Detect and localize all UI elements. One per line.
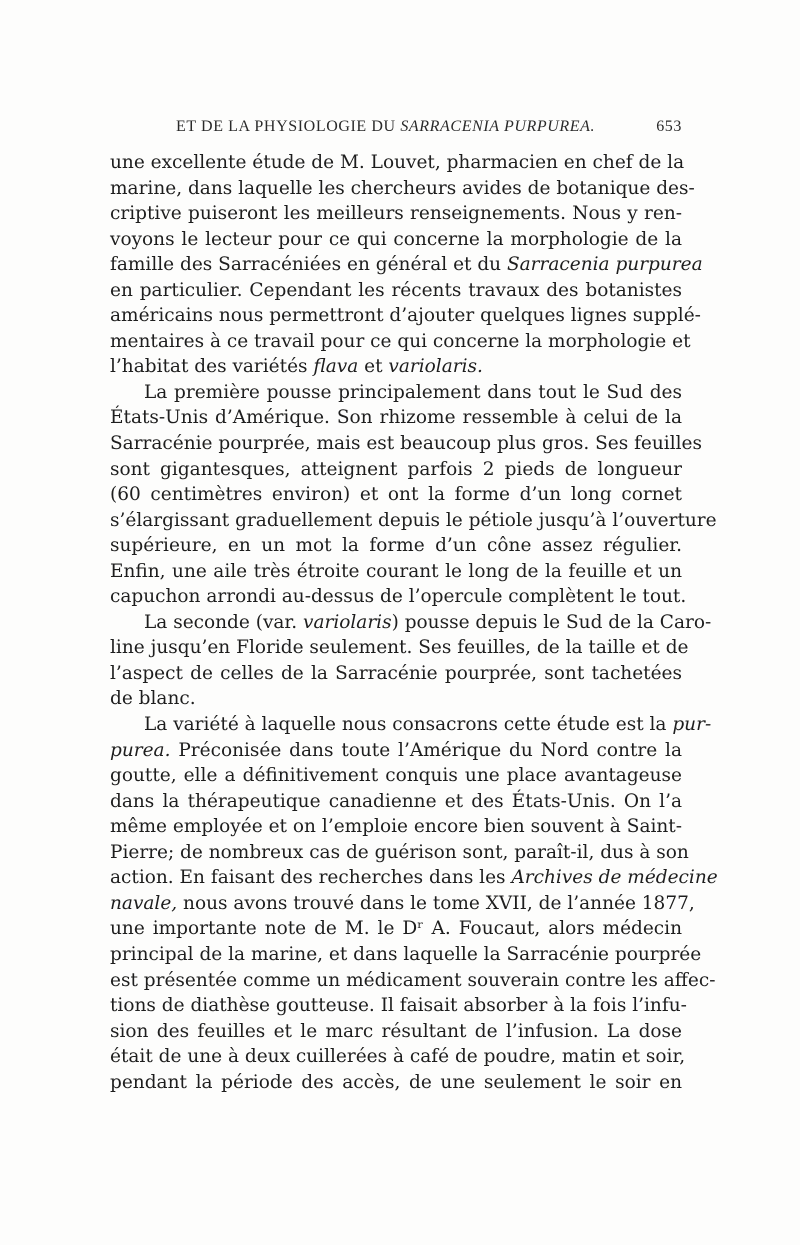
text-line [110,712,712,738]
italic-text: flava [313,356,359,378]
text-segment: même employée et on l’emploie encore bien souvent à Saint- [110,816,682,838]
text-line [110,303,701,329]
italic-text: purea. [110,739,171,761]
text-line [110,738,682,764]
text-line [110,891,695,917]
text-line [110,431,702,457]
text-segment: famille des Sarracéniées en général et du [110,254,507,276]
text-segment: en particulier. Cependant les récents travaux des botanistes [110,279,682,301]
text-line [110,635,689,661]
text-line [110,405,682,431]
text-line [110,508,717,534]
text-segment: mentaires à ce travail pour ce qui concerne la morphologie et [110,330,691,352]
text-line [110,686,682,712]
text-line [110,789,682,815]
text-line [110,252,703,278]
text-segment: Enfin, une aile très étroite courant le long de la feuille et un [110,560,682,582]
text-segment: goutte, elle a définitivement conquis une place avantageuse [110,765,682,787]
italic-text: Sarracenia purpurea [506,254,703,276]
text-line [110,533,682,559]
text-line [110,840,689,866]
running-title-roman: ET DE LA PHYSIOLOGIE DU [176,118,401,135]
text-line [110,1044,686,1070]
italic-text: variolaris. [388,356,483,378]
text-line [110,993,687,1019]
text-line [110,482,682,508]
text-segment: Préconisée dans toute l’Amérique du Nord contre la [170,739,682,761]
text-segment: La seconde (var. [144,611,303,633]
text-segment: sion des feuilles et le marc résultant de l’infusion. La dose [110,1020,682,1042]
text-line [110,661,682,687]
italic-text: pur- [672,714,712,736]
text-line [110,1019,682,1045]
text-line [110,559,682,585]
text-line [110,610,712,636]
text-segment: l’aspect de celles de la Sarracénie pourprée, sont tachetées [110,662,682,684]
text-segment: s’élargissant graduellement depuis le pétiole jusqu’à l’ouverture [110,509,717,531]
italic-text: navale, [110,892,178,914]
text-line [110,457,682,483]
text-segment: nous avons trouvé dans le tome XVII, de l’année 1877, [177,892,695,914]
text-segment: ) pousse depuis le Sud de la Caro- [391,611,712,633]
body-text [110,150,718,1095]
text-line [110,1070,682,1096]
text-segment: capuchon arrondi au-dessus de l’opercule complètent le tout. [110,586,687,608]
running-head [176,118,682,144]
text-line [110,763,682,789]
text-line [110,150,685,176]
text-line [110,201,682,227]
text-line [110,176,695,202]
text-line [110,278,682,304]
text-line [110,968,716,994]
text-line [110,354,682,380]
text-segment: et [358,356,389,378]
italic-text: variolaris [303,611,392,633]
text-segment: (60 centimètres environ) et ont la forme d’un long cornet [110,484,682,506]
text-segment: une excellente étude de M. Louvet, pharmacien en chef de la [110,152,685,173]
text-line [110,814,682,840]
text-line [110,916,682,942]
text-line [110,942,702,968]
text-segment: dans la thérapeutique canadienne et des États-Unis. On l’a [110,790,682,812]
text-line [110,380,682,406]
text-segment: Pierre; de nombreux cas de guérison sont, paraît-il, dus à son [110,841,689,863]
text-segment: l’habitat des variétés [110,356,314,378]
text-segment: action. En faisant des recherches dans les [110,867,512,889]
text-segment: pendant la période des accès, de une seulement le soir en [110,1071,682,1093]
text-segment: voyons le lecteur pour ce qui concerne la morphologie de la [110,228,682,250]
text-segment: était de une à deux cuillerées à café de poudre, matin et soir, [110,1046,686,1068]
text-segment: Sarracénie pourprée, mais est beaucoup plus gros. Ses feuilles [110,433,702,455]
text-segment: sont gigantesques, atteignent parfois 2 pieds de longueur [110,458,682,480]
text-segment: tions de diathèse goutteuse. Il faisait absorber à la fois l’infu- [110,995,687,1017]
text-segment: est présentée comme un médicament souverain contre les affec- [110,969,716,991]
text-segment: États-Unis d’Amérique. Son rhizome ressemble à celui de la [110,407,682,429]
italic-text: Archives de médecine [511,867,718,889]
text-segment: La première pousse principalement dans tout le Sud des [144,381,682,403]
text-segment: américains nous permettront d’ajouter quelques lignes supplé- [110,305,701,327]
text-line [110,227,682,253]
text-segment: supérieure, en un mot la forme d’un cône assez régulier. [110,535,682,557]
text-segment: principal de la marine, et dans laquelle la Sarracénie pourprée [110,943,702,965]
text-segment: marine, dans laquelle les chercheurs avides de botanique des- [110,177,695,199]
text-line [110,865,718,891]
text-segment: une importante note de M. le Dʳ A. Foucaut, alors médecin [110,918,682,940]
text-segment: line jusqu’en Floride seulement. Ses feuilles, de la taille et de [110,637,689,659]
page-number: 653 [656,118,682,135]
text-line [110,329,691,355]
text-line [110,584,687,610]
running-title-italic: SARRACENIA PURPUREA. [400,118,596,135]
text-segment: criptive puiseront les meilleurs renseignements. Nous y ren- [110,203,682,225]
text-segment: de blanc. [110,688,196,710]
text-segment: La variété à laquelle nous consacrons cette étude est la [144,714,673,736]
running-title [176,118,595,136]
